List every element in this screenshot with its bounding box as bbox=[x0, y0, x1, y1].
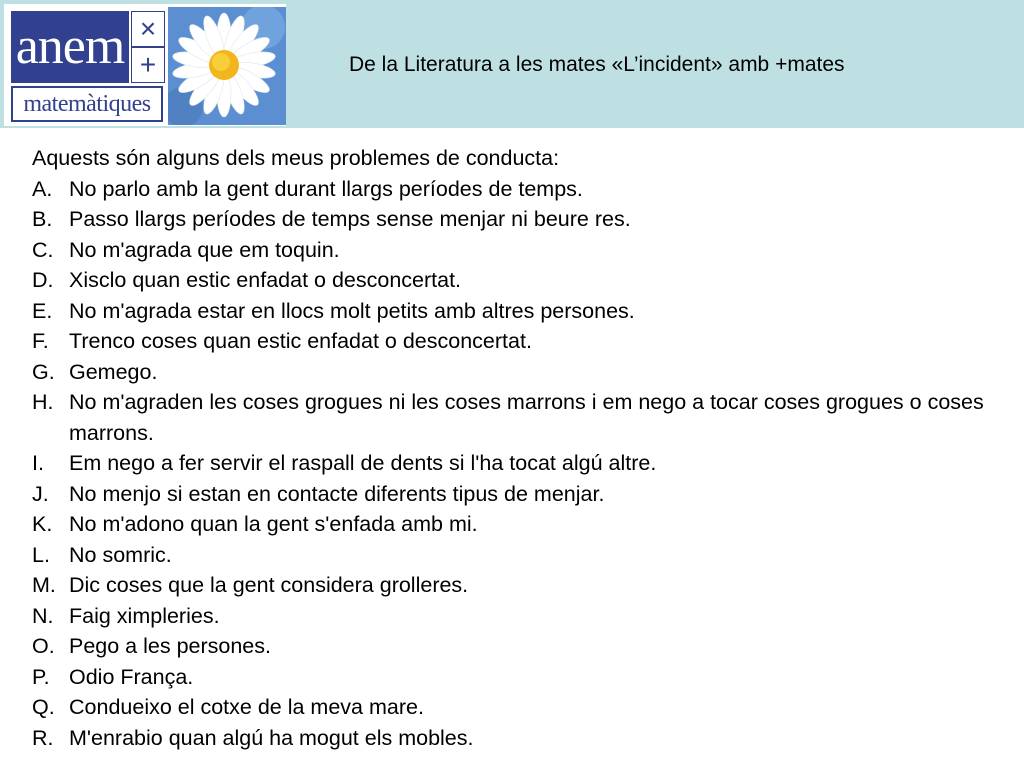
list-item bbox=[32, 601, 1007, 632]
item-letter: B. bbox=[32, 207, 53, 231]
list-item bbox=[32, 662, 1007, 693]
item-text: Trenco coses quan estic enfadat o desconcertat. bbox=[69, 329, 532, 353]
times-icon: × bbox=[131, 11, 165, 47]
item-letter: M. bbox=[32, 573, 56, 597]
list-item bbox=[32, 509, 1007, 540]
item-text: Condueixo el cotxe de la meva mare. bbox=[69, 695, 424, 719]
plus-icon: + bbox=[131, 47, 165, 83]
list-item bbox=[32, 692, 1007, 723]
list-item bbox=[32, 540, 1007, 571]
list-item bbox=[32, 570, 1007, 601]
list-item bbox=[32, 387, 1007, 448]
item-letter: H. bbox=[32, 390, 54, 414]
item-letter: J. bbox=[32, 481, 49, 506]
daisy-icon bbox=[168, 7, 286, 125]
main-content bbox=[32, 143, 1007, 753]
item-text: Gemego. bbox=[69, 359, 158, 384]
item-letter: K. bbox=[32, 512, 53, 536]
logo-wordmark bbox=[7, 7, 165, 125]
item-text: No parlo amb la gent durant llargs períodes de temps. bbox=[69, 176, 583, 201]
item-text: No m'adono quan la gent s'enfada amb mi. bbox=[69, 512, 478, 536]
item-text: No m'agrada que em toquin. bbox=[69, 237, 340, 262]
item-text: Faig ximpleries. bbox=[69, 603, 220, 628]
item-letter: C. bbox=[32, 237, 54, 262]
intro-text: Aquests són alguns dels meus problemes de conducta: bbox=[32, 146, 560, 170]
item-letter: R. bbox=[32, 725, 54, 750]
list-item bbox=[32, 479, 1007, 510]
page-title: De la Literatura a les mates «L’incident» amb +mates bbox=[349, 53, 845, 76]
item-text: Passo llargs períodes de temps sense menjar ni beure res. bbox=[69, 207, 631, 231]
item-letter: I. bbox=[32, 451, 44, 475]
daisy-image bbox=[168, 7, 286, 125]
list-item bbox=[32, 204, 1007, 235]
item-letter: D. bbox=[32, 268, 54, 292]
item-letter: F. bbox=[32, 329, 49, 353]
item-letter: E. bbox=[32, 298, 53, 323]
item-text: No menjo si estan en contacte diferents tipus de menjar. bbox=[69, 481, 605, 506]
header-bar bbox=[0, 0, 1024, 128]
logo-word-anem: anem bbox=[11, 11, 129, 83]
logo-operators bbox=[131, 11, 165, 83]
item-letter: A. bbox=[32, 176, 53, 201]
item-text: Xisclo quan estic enfadat o desconcertat. bbox=[69, 268, 462, 292]
list-item bbox=[32, 723, 1007, 754]
item-text: M'enrabio quan algú ha mogut els mobles. bbox=[69, 725, 474, 750]
logo bbox=[4, 4, 286, 126]
list-item bbox=[32, 265, 1007, 296]
list-item bbox=[32, 448, 1007, 479]
item-text: No m'agraden les coses grogues ni les coses marrons i em nego a tocar coses grogues o coses marrons. bbox=[69, 390, 984, 445]
item-text: Dic coses que la gent considera grolleres. bbox=[69, 573, 469, 597]
item-text: Pego a les persones. bbox=[69, 634, 271, 658]
item-text: No somric. bbox=[69, 542, 172, 567]
item-letter: L. bbox=[32, 542, 50, 567]
item-letter: O. bbox=[32, 634, 55, 658]
item-text: No m'agrada estar en llocs molt petits amb altres persones. bbox=[69, 298, 635, 323]
item-letter: P. bbox=[32, 664, 50, 689]
list-item bbox=[32, 357, 1007, 388]
list-item bbox=[32, 631, 1007, 662]
item-text: Em nego a fer servir el raspall de dents si l'ha tocat algú altre. bbox=[69, 451, 657, 475]
list-item bbox=[32, 326, 1007, 357]
item-text: Odio França. bbox=[69, 664, 194, 689]
list-item bbox=[32, 296, 1007, 327]
item-letter: N. bbox=[32, 603, 54, 628]
list-item bbox=[32, 235, 1007, 266]
logo-word-matematiques: matemàtiques bbox=[11, 86, 163, 122]
item-letter: Q. bbox=[32, 695, 55, 719]
item-letter: G. bbox=[32, 359, 55, 384]
list-item bbox=[32, 174, 1007, 205]
behaviour-list bbox=[32, 174, 1007, 754]
